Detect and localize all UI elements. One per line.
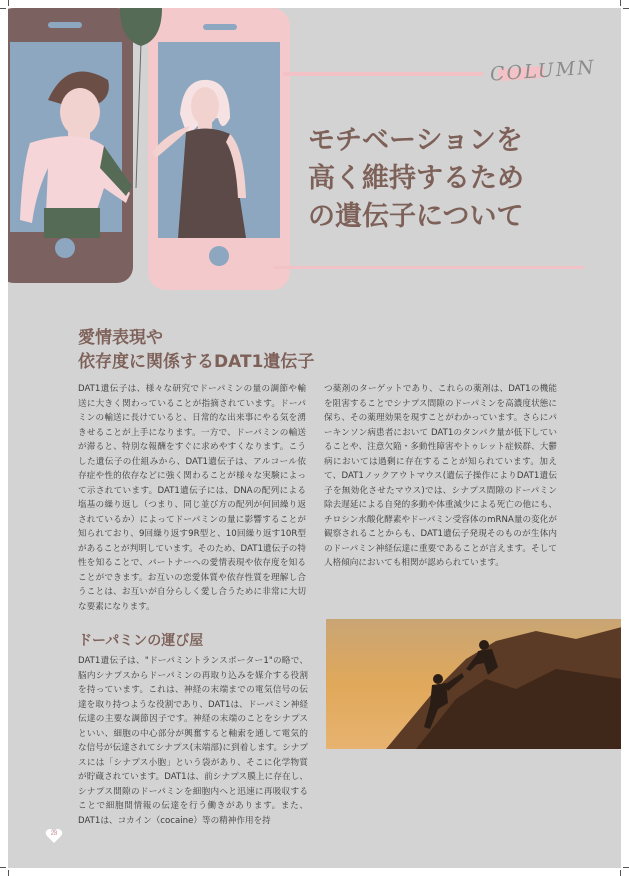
- couple-phones-illustration: [8, 8, 298, 290]
- crop-mark: [8, 0, 9, 6]
- page-title: [308, 122, 608, 236]
- crop-mark: [0, 867, 6, 868]
- crop-mark: [0, 8, 6, 9]
- crop-mark: [623, 867, 629, 868]
- section2-heading: ドーパミンの運び屋: [78, 633, 204, 649]
- section2-body: DAT1遺伝子は、"ドーパミントランスポーター1"の略で、脳内シナプスからドーパミンの再取り込みを媒介する役割を持っています。これは、神経の末端までの電気信号の伝達を取り持つような役割であり、DAT1は、ドーパミン神経伝達の主要な調節因子です。神経の末端のことをシナプスといい、細胞の中心部分が興奮すると軸索を通して電気的な信号が伝達されてシナプス(末端部)に到着します。シナプスには「シナプス小胞」という袋があり、そこに化学物質が貯蔵されています。DAT1は、前シナプス膜上に存在し、シナプス間隙のドーパミンを細胞内へと迅速に再吸収することで細胞間情報の伝達を行う働きがあります。また、DAT1は、コカイン（cocaine）等の精神作用を持: [78, 656, 308, 826]
- title-line: の遺伝子について: [308, 201, 524, 232]
- section1-body-left: DAT1遺伝子は、様々な研究でドーパミンの量の調節や輸送に大きく関わっていることが指摘されています。ドーパミンの輸送に長けていると、日常的な出来事にやる気を湧きせることが上手になります。一方で、ドーパミンの輸送が滞ると、特別な報酬をすぐに求めやすくなります。こうした遺伝子の仕組みから、DAT1遺伝子は、アルコール依存症や性的依存などに強く関わることが様々な実験によって示されています。DAT1遺伝子には、DNAの配列による塩基の繰り返し（つまり、同じ並び方の配列が何回繰り返されているか）によってドーパミンの量に影響することが知られており、9回繰り返す9R型と、10回繰り返す10R型があることが判明しています。そのため、DAT1遺伝子の特性を知ることで、パートナーへの愛情表現や依存度を知ることができます。お互いの恋愛体質や依存性質を理解し合うことは、お互いが自分らしく愛し合うために非常に大切な要素になります。: [78, 384, 306, 612]
- title-line: モチベーションを: [308, 125, 523, 156]
- title-divider: [274, 266, 584, 269]
- crop-mark: [623, 8, 629, 9]
- crop-mark: [620, 0, 621, 6]
- column-divider: [283, 72, 483, 76]
- crop-mark: [620, 870, 621, 876]
- page-number: [45, 828, 63, 844]
- magazine-page: [8, 8, 621, 868]
- column-label: COLUMN: [489, 56, 597, 86]
- title-line: 高く維持するため: [308, 163, 524, 194]
- section1-body-right: つ薬剤のターゲットであり、これらの薬剤は、DAT1の機能を阻害することでシナプス間隙のドーパミンを高濃度状態に保ち、その薬理効果を現すことがわかっています。さらにパーキンソン病患者において DAT1のタンパク量が低下していることや、注意欠陥・多動性障害やトゥレット症候群、大鬱病においては過剰に存在することが知られています。加えて、DAT1ノックアウトマウス(遺伝子操作によりDAT1遺伝子を無効化させたマウス)では、シナプス間隙のドーパミン除去遅延による自発的多動や体重減少による死亡の他にも、チロシン水酸化酵素やドーパミン受容体のmRNA量の変化が観察されることからも、DAT1遺伝子発現そのものが生体内のドーパミン神経伝達に重要であることが言えます。そして人格傾向においても相関が認められています。: [324, 384, 557, 568]
- section1-heading: [78, 326, 314, 374]
- heading-line: 愛情表現や: [78, 328, 163, 348]
- heading-line: 依存度に関係するDAT1遺伝子: [78, 352, 315, 372]
- climbing-photo: [326, 619, 621, 749]
- page-number-text: 28: [50, 831, 58, 837]
- crop-mark: [8, 870, 9, 876]
